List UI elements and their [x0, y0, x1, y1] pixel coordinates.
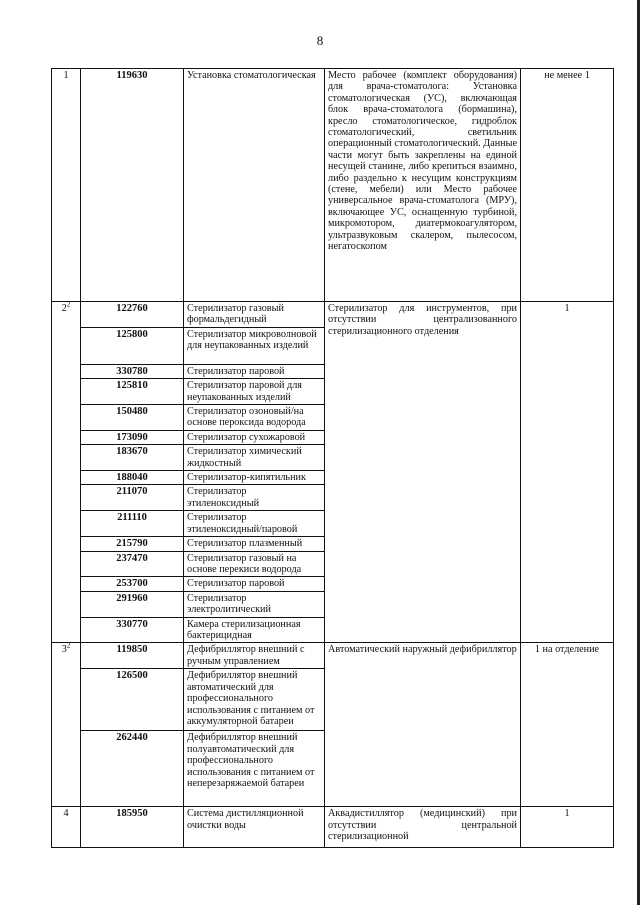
table-row — [52, 643, 614, 669]
item-code: 126500 — [81, 669, 184, 731]
table-row — [52, 807, 614, 848]
item-code: 237470 — [81, 551, 184, 577]
item-code: 183670 — [81, 445, 184, 471]
item-name: Стерилизатор этиленоксидный — [184, 485, 325, 511]
equipment-table-body — [52, 69, 614, 848]
item-code: 125810 — [81, 379, 184, 405]
row-number: 3 — [61, 644, 67, 656]
table-row — [52, 69, 614, 302]
item-name: Стерилизатор химический жидкостный — [184, 445, 325, 471]
item-description: Стерилизатор для инструментов, при отсутствии централизованного стерилизационного отделения — [325, 302, 521, 643]
item-name: Дефибриллятор внешний полуавтоматический для профессионального использования с питанием от неперезаряжаемой батареи — [184, 731, 325, 807]
item-name: Система дистилляционной очистки воды — [184, 807, 325, 848]
item-code: 291960 — [81, 591, 184, 617]
item-code: 330780 — [81, 364, 184, 378]
item-name: Дефибриллятор внешний с ручным управлением — [184, 643, 325, 669]
item-code: 185950 — [81, 807, 184, 848]
item-quantity: 1 на отделение — [521, 643, 614, 807]
item-name: Установка стоматологическая — [184, 69, 325, 302]
item-name: Стерилизатор паровой для неупакованных изделий — [184, 379, 325, 405]
item-name: Стерилизатор озоновый/на основе пероксида водорода — [184, 405, 325, 431]
item-code: 119630 — [81, 69, 184, 302]
item-code: 215790 — [81, 537, 184, 551]
row-number-footnote: 2 — [66, 641, 71, 650]
item-name: Стерилизатор газовый на основе перекиси водорода — [184, 551, 325, 577]
equipment-table — [51, 68, 614, 848]
item-code: 188040 — [81, 471, 184, 485]
row-number-footnote: 2 — [66, 300, 71, 309]
row-number-cell — [52, 69, 81, 302]
item-name: Стерилизатор микроволновой для неупакованных изделий — [184, 327, 325, 364]
row-number: 2 — [61, 303, 67, 314]
item-name: Стерилизатор плазменный — [184, 537, 325, 551]
item-code: 125800 — [81, 327, 184, 364]
item-name: Стерилизатор-кипятильник — [184, 471, 325, 485]
item-name: Стерилизатор газовый формальдегидный — [184, 302, 325, 328]
row-number-cell — [52, 302, 81, 643]
item-name: Стерилизатор электролитический — [184, 591, 325, 617]
item-name: Стерилизатор этиленоксидный/паровой — [184, 511, 325, 537]
item-name: Стерилизатор сухожаровой — [184, 430, 325, 444]
item-code: 150480 — [81, 405, 184, 431]
item-code: 262440 — [81, 731, 184, 807]
item-quantity: не менее 1 — [521, 69, 614, 302]
table-row — [52, 302, 614, 328]
row-number-cell — [52, 643, 81, 807]
item-name: Стерилизатор паровой — [184, 364, 325, 378]
page-number: 8 — [316, 33, 324, 48]
item-quantity: 1 — [521, 302, 614, 643]
item-description: Место рабочее (комплект оборудования) для врача-стоматолога: Установка стоматологическая (УС), включающая блок врача-стоматолога (бормашина), кресло стоматологическое, гидроблок стоматологический, светильник операционный стоматологический. Данные части могут быть закреплены на единой несущей станине, либо крепиться взаимно, либо раздельно к несущим конструкциям (стене, мебели) или Место рабочее универсальное врача-стоматолога (МРУ), включающее УС, оснащенную турбиной, микромотором, диатермокоагулятором, ультразвуковым скалером, пылесосом, негатоскопом — [325, 69, 521, 302]
item-code: 211070 — [81, 485, 184, 511]
item-name: Камера стерилизационная бактерицидная — [184, 617, 325, 643]
item-code: 173090 — [81, 430, 184, 444]
item-name: Дефибриллятор внешний автоматический для профессионального использования с питанием от аккумуляторной батареи — [184, 669, 325, 731]
item-code: 330770 — [81, 617, 184, 643]
item-description: Аквадистиллятор (медицинский) при отсутствии центральной стерилизационной — [325, 807, 521, 848]
item-description: Автоматический наружный дефибриллятор — [325, 643, 521, 807]
item-name: Стерилизатор паровой — [184, 577, 325, 591]
item-code: 211110 — [81, 511, 184, 537]
item-code: 253700 — [81, 577, 184, 591]
row-number-cell — [52, 807, 81, 848]
item-quantity: 1 — [521, 807, 614, 848]
row-number: 1 — [63, 70, 69, 81]
row-number: 4 — [63, 808, 69, 820]
item-code: 119850 — [81, 643, 184, 669]
item-code: 122760 — [81, 302, 184, 328]
